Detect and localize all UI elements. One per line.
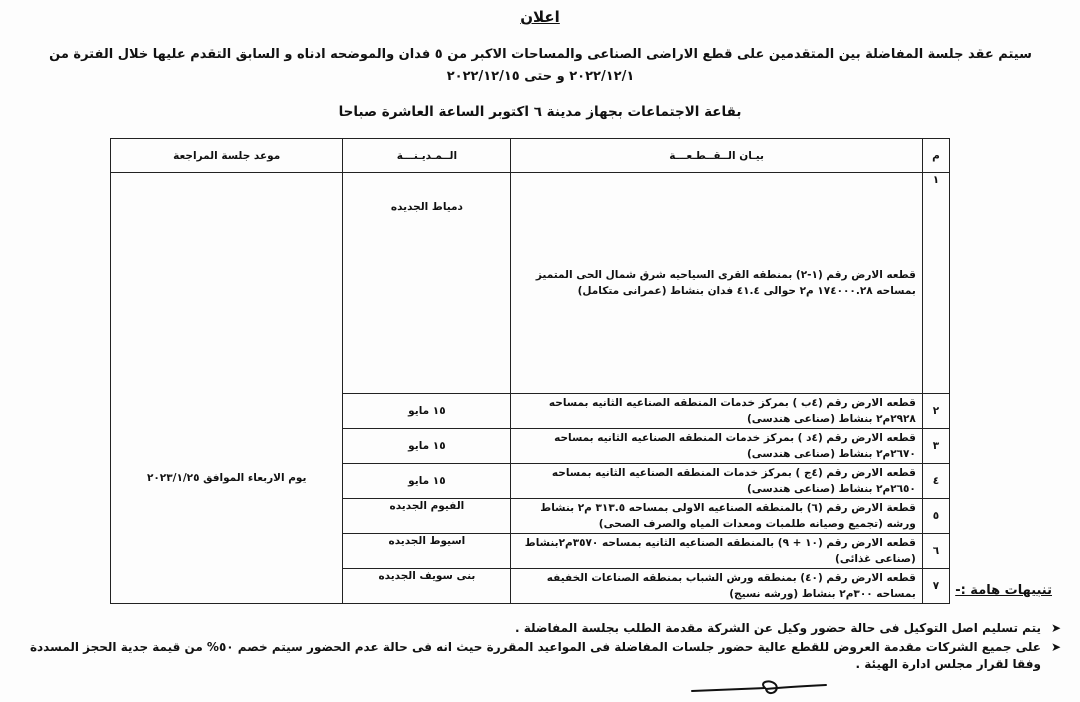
row-num: ١ xyxy=(922,173,949,394)
row-num: ٥ xyxy=(922,499,949,534)
row-city: بنى سويف الجديده xyxy=(343,569,511,604)
row-description: قطعه الارض رقم (١-٢) بمنطقه القرى السياحيه شرق شمال الحى المتميز بمساحه ١٧٤٠٠٠.٢٨ م٢ حوالى ٤١.٤ فدان بنشاط (عمرانى متكامل) xyxy=(511,173,922,394)
notes-list xyxy=(18,620,1063,675)
list-item xyxy=(18,620,1063,637)
header-session-date: موعد جلسة المراجعة xyxy=(111,139,343,173)
row-description: قطعه الارض رقم (٤د ) بمركز خدمات المنطقه الصناعيه الثانيه بمساحه ٢٦٧٠م٢ بنشاط (صناعى هندسى) xyxy=(511,429,922,464)
row-description: قطعه الارض رقم (٤ب ) بمركز خدمات المنطقه الصناعيه الثانيه بمساحه ٢٩٢٨م٢ بنشاط (صناعى هندسى) xyxy=(511,394,922,429)
row-city: دمياط الجديده xyxy=(343,173,511,394)
row-city: ١٥ مايو xyxy=(343,464,511,499)
arrow-bullet-icon: ➤ xyxy=(1050,640,1061,654)
row-description: قطعه الارض رقم (٤ج ) بمركز خدمات المنطقه الصناعيه الثانيه بمساحه ٢٦٥٠م٢ بنشاط (صناعى هندسى) xyxy=(511,464,922,499)
header-description: بيـان الــقــطـعـــة xyxy=(511,139,922,173)
header-city: الــمـديـنـــة xyxy=(343,139,511,173)
session-date-cell: يوم الاربعاء الموافق ٢٠٢٣/١/٢٥ xyxy=(111,173,343,604)
note-text: على جميع الشركات مقدمة العروض للقطع عالية حضور جلسات المفاضلة فى المواعيد المقررة حيث انه فى حالة عدم الحضور سيتم خصم ٥٠% من قيمة جدية الحجز المسددة وفقا لقرار مجلس ادارة الهيئة . xyxy=(29,640,1041,671)
note-text: يتم تسليم اصل التوكيل فى حالة حضور وكيل عن الشركة مقدمة الطلب بجلسة المفاضلة . xyxy=(514,621,1041,635)
arrow-bullet-icon: ➤ xyxy=(1050,621,1061,635)
row-description: قطعه الارض رقم (٤٠) بمنطقه ورش الشباب بمنطقه الصناعات الخفيفه بمساحه ٣٠٠م٢ بنشاط (ورشه نسيج) xyxy=(511,569,922,604)
row-city: ١٥ مايو xyxy=(343,429,511,464)
table-row xyxy=(111,173,950,394)
header-num: م xyxy=(922,139,949,173)
row-num: ٦ xyxy=(922,534,949,569)
row-description: قطعه الارض رقم (١٠ + ٩) بالمنطقه الصناعيه الثانيه بمساحه ٣٥٧٠م٢بنشاط (صناعى غذائى) xyxy=(511,534,922,569)
meeting-venue: بقاعة الاجتماعات بجهاز مدينة ٦ اكتوبر الساعة العاشرة صباحا xyxy=(338,104,742,120)
row-num: ٤ xyxy=(922,464,949,499)
row-city: ١٥ مايو xyxy=(343,394,511,429)
row-num: ٢ xyxy=(922,394,949,429)
table-header-row xyxy=(111,139,950,173)
announcement-intro: سيتم عقد جلسة المفاضلة بين المتقدمين على قطع الاراضى الصناعى والمساحات الاكبر من ٥ فدان والموضحه ادناه و السابق التقدم عليها خلال الفترة من ٢٠٢٢/١٢/١ و حتى ٢٠٢٢/١٢/١٥ xyxy=(49,47,1032,84)
signature-icon xyxy=(690,675,830,701)
announcement-title: اعلان xyxy=(520,8,560,26)
row-num: ٣ xyxy=(922,429,949,464)
notes-title: تنبيهات هامة :- xyxy=(955,583,1052,598)
row-city: اسيوط الجديده xyxy=(343,534,511,569)
row-num: ٧ xyxy=(922,569,949,604)
plots-table xyxy=(110,138,950,604)
row-description: قطعة الارض رقم (٦) بالمنطقه الصناعيه الاولى بمساحه ٣١٣.٥ م٢ بنشاط ورشه (تجميع وصيانه طلمبات ومعدات المياه والصرف الصحى) xyxy=(511,499,922,534)
row-city: الفيوم الجديده xyxy=(343,499,511,534)
list-item xyxy=(18,639,1063,673)
